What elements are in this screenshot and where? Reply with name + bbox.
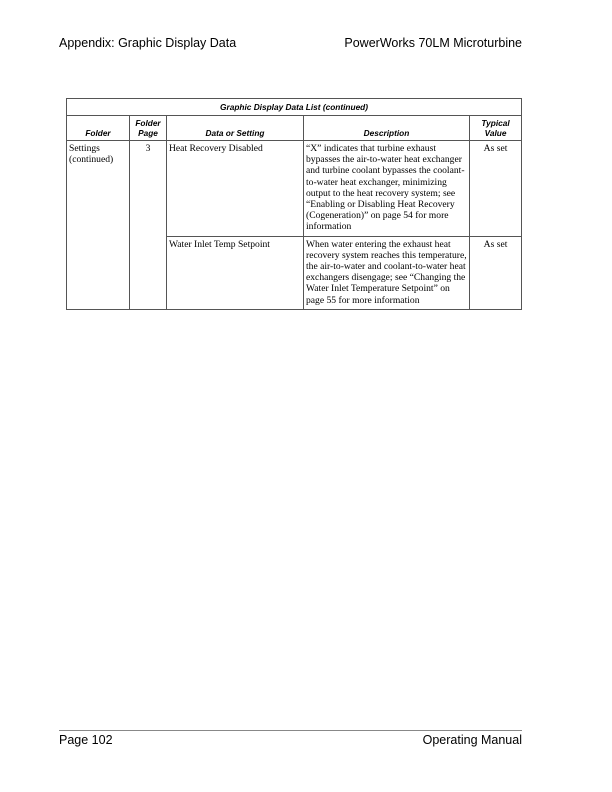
description-cell: When water entering the exhaust heat recovery system reaches this temperature, the air-to-water and coolant-to-water heat exchangers disengage; see “Changing the Water Inlet Temperature Setpoint” on page 55 for more information bbox=[304, 236, 470, 309]
page-footer bbox=[59, 733, 522, 749]
typical-value-cell: As set bbox=[470, 141, 522, 237]
column-header-data-setting: Data or Setting bbox=[167, 116, 304, 141]
column-header-folder-page-line1: Folder bbox=[135, 118, 161, 128]
footer-rule bbox=[59, 730, 522, 731]
typical-value-cell: As set bbox=[470, 236, 522, 309]
description-cell: “X” indicates that turbine exhaust bypasses the air-to-water heat exchanger and turbine coolant bypasses the coolant-to-water heat exchanger, minimizing output to the heat recovery system; see “Enabling or Disabling Heat Recovery (Cogeneration)” on page 54 for more information bbox=[304, 141, 470, 237]
folder-name: Settings bbox=[69, 143, 100, 154]
column-header-folder-page-line2: Page bbox=[138, 128, 158, 138]
column-header-typical-line2: Value bbox=[484, 128, 507, 138]
column-header-folder-page bbox=[130, 116, 167, 141]
table-header-row bbox=[67, 116, 522, 141]
footer-document-title: Operating Manual bbox=[422, 733, 522, 747]
column-header-folder: Folder bbox=[67, 116, 130, 141]
column-header-typical-line1: Typical bbox=[481, 118, 510, 128]
setting-cell: Heat Recovery Disabled bbox=[167, 141, 304, 237]
folder-page-cell: 3 bbox=[130, 141, 167, 310]
folder-continued: (continued) bbox=[69, 154, 114, 166]
graphic-display-data-table bbox=[66, 98, 522, 310]
folder-cell bbox=[67, 141, 130, 310]
table-caption: Graphic Display Data List (continued) bbox=[67, 99, 522, 116]
column-header-description: Description bbox=[304, 116, 470, 141]
page-header bbox=[59, 36, 522, 52]
header-product-name: PowerWorks 70LM Microturbine bbox=[344, 36, 522, 50]
setting-cell: Water Inlet Temp Setpoint bbox=[167, 236, 304, 309]
footer-page-number: Page 102 bbox=[59, 733, 113, 747]
column-header-typical-value bbox=[470, 116, 522, 141]
table-row bbox=[67, 141, 522, 237]
header-section-title: Appendix: Graphic Display Data bbox=[59, 36, 237, 50]
table-caption-row bbox=[67, 99, 522, 116]
